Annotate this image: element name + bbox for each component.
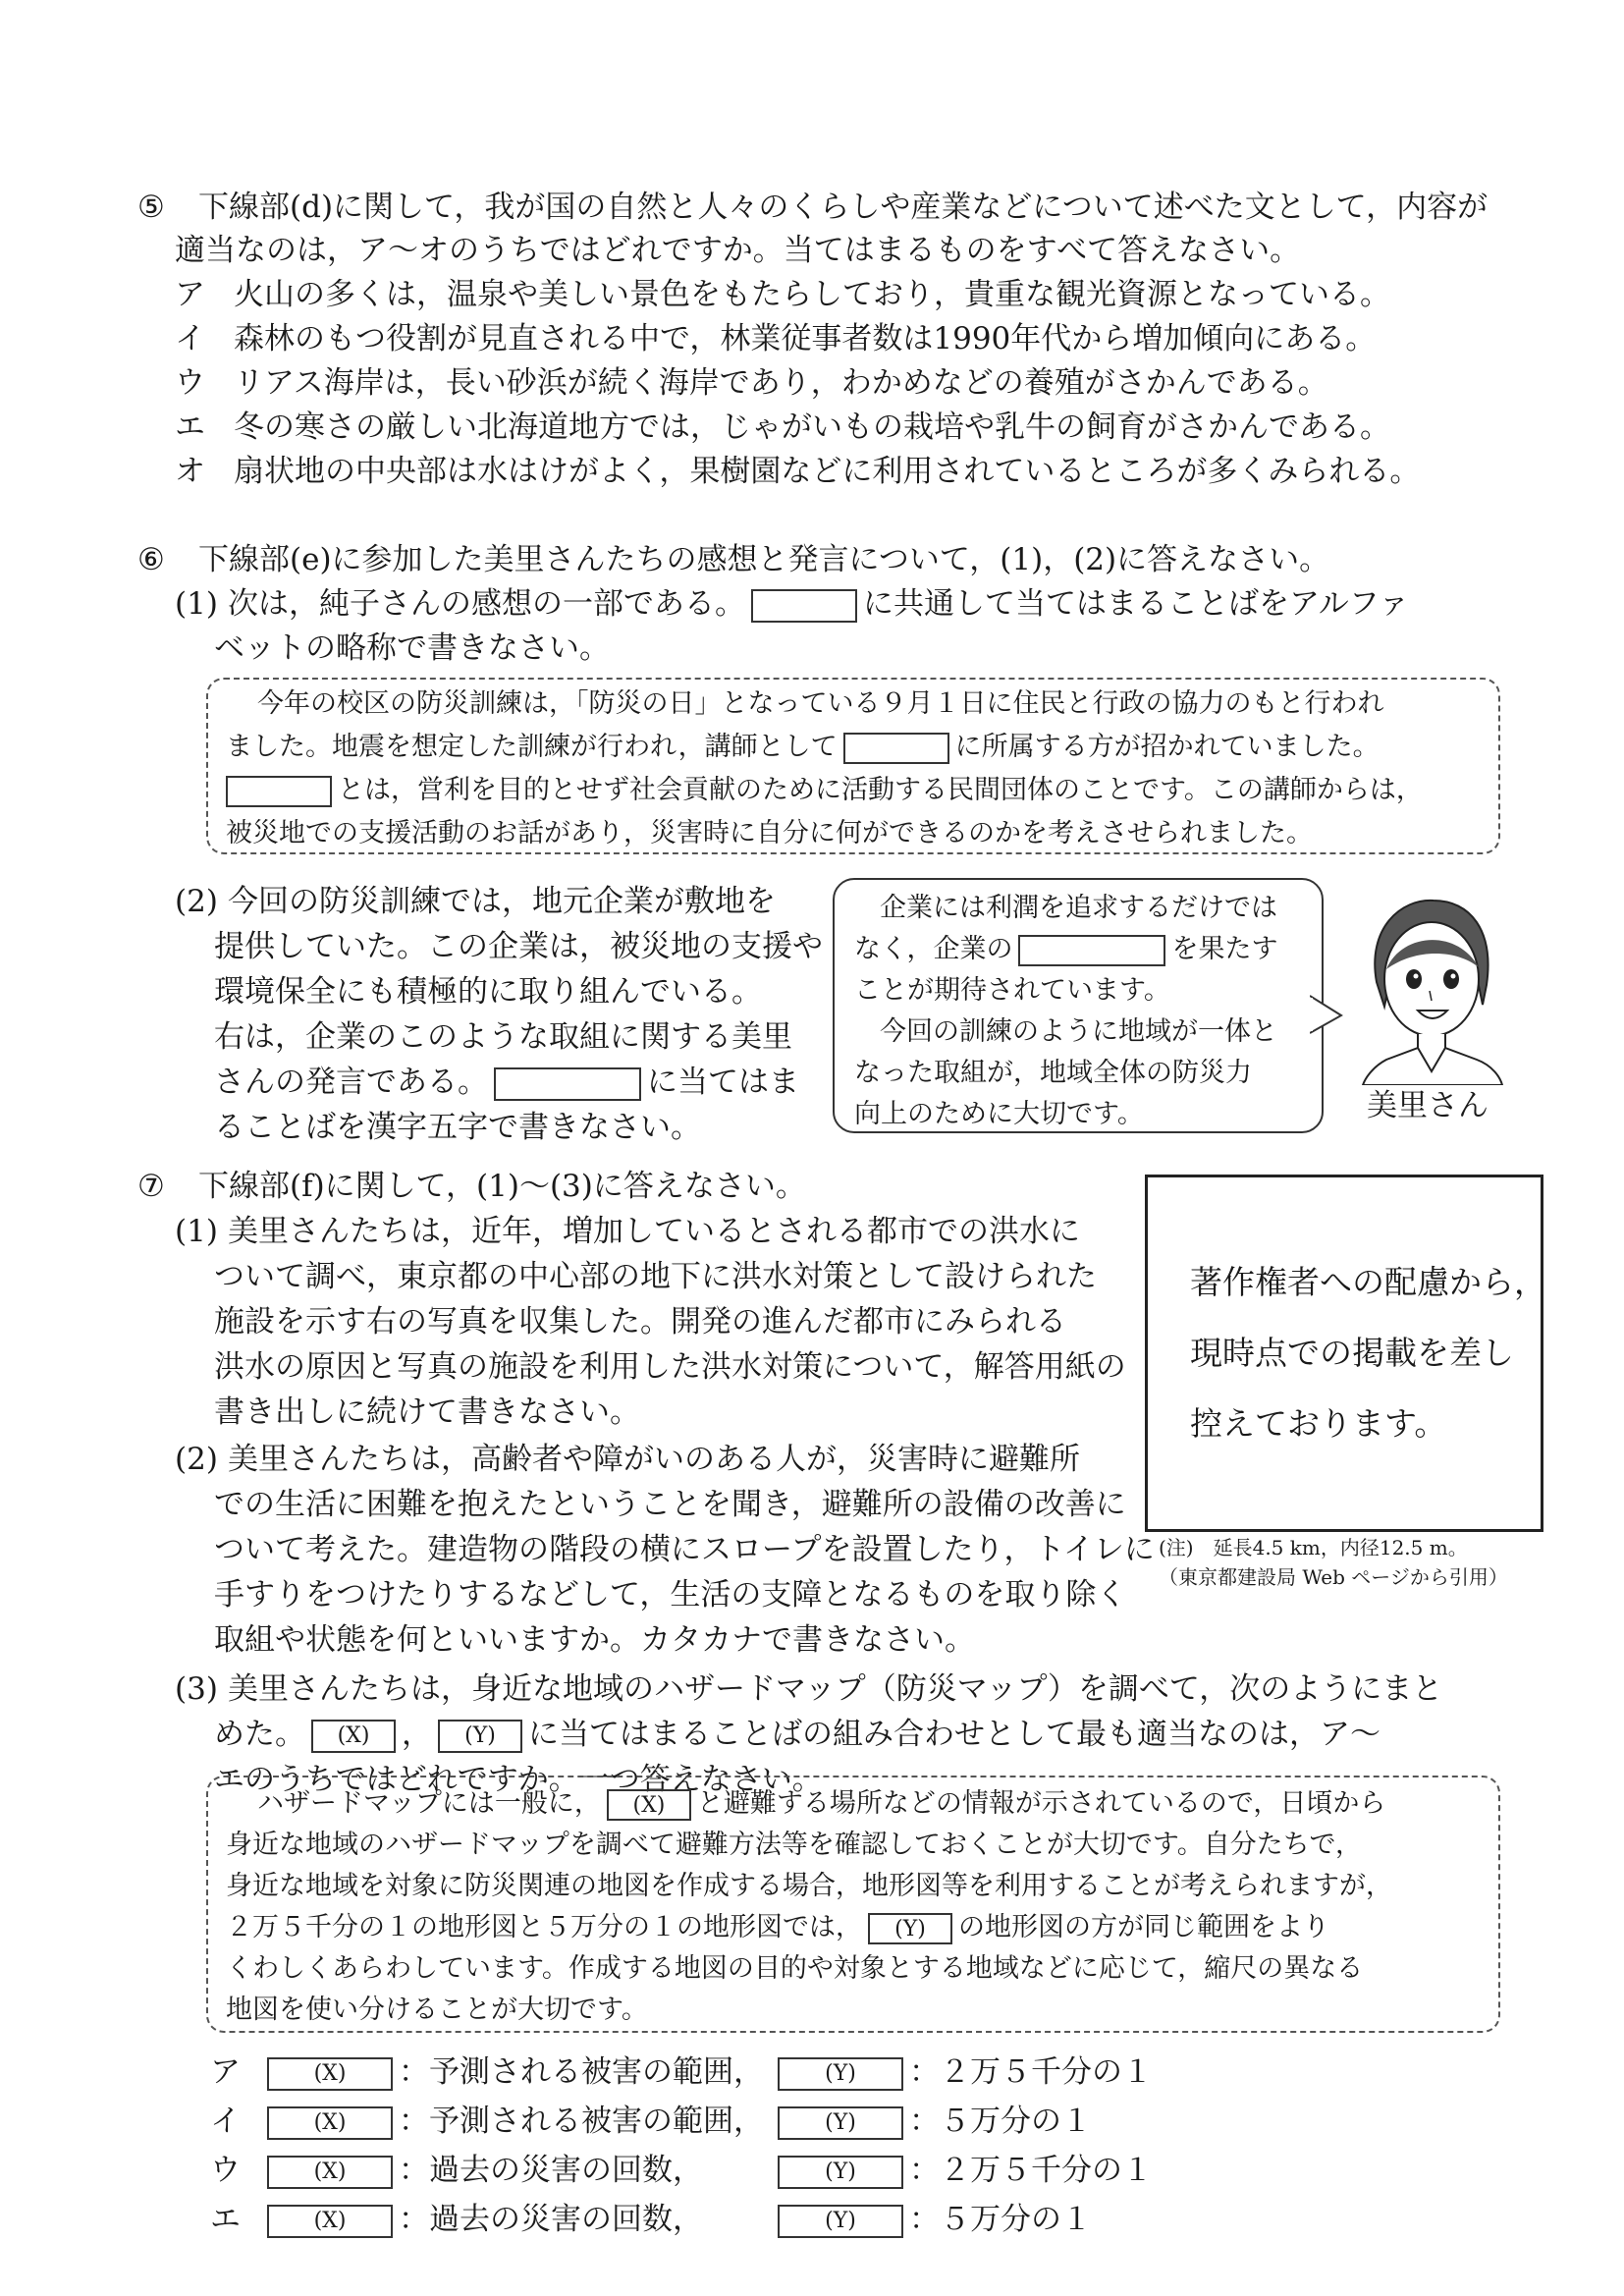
question-stem: 下線部(f)に関して，(1)～(3)に答えなさい。: [198, 1169, 806, 1204]
box-text: 地図を使い分けることが大切です。: [226, 1995, 648, 2025]
blank-y: (Y): [778, 2057, 903, 2091]
choice-label: ア: [210, 2054, 241, 2090]
box-text: とは，営利を目的とせず社会貢献のために活動する民間団体のことです。この講師からは，: [338, 775, 1423, 805]
speaker-label: 美里さん: [1367, 1088, 1489, 1123]
choice-label: エ: [210, 2202, 241, 2237]
sub-question-text: さんの発言である。: [214, 1065, 488, 1100]
blank-x: (X): [267, 2057, 393, 2091]
choice-x-value: ：過去の災害の回数，: [399, 2153, 703, 2188]
choice-e[interactable]: [210, 2198, 1092, 2241]
blank-y: (Y): [778, 2106, 903, 2140]
option-text: リアス海岸は，長い砂浜が続く海岸であり，わかめなどの養殖がさかんである。: [234, 365, 1328, 401]
answer-blank: [226, 776, 332, 807]
answer-blank: [494, 1067, 641, 1101]
blank-y: (Y): [778, 2156, 903, 2189]
answer-blank: [1018, 935, 1165, 966]
choice-x-value: ：過去の災害の回数，: [399, 2202, 703, 2237]
photo-notice: 現時点での掲載を差し: [1190, 1334, 1514, 1372]
choice-label: ウ: [210, 2153, 241, 2188]
blank-x: (X): [311, 1720, 396, 1753]
blank-y: (Y): [778, 2205, 903, 2238]
blank-y: (Y): [438, 1720, 522, 1753]
option-label: エ: [175, 410, 205, 445]
option-e[interactable]: [175, 406, 1390, 449]
sub-question-text: 今回の防災訓練では，地元企業が敷地を: [228, 884, 776, 919]
bubble-text: を果たす: [1171, 934, 1278, 964]
box-text: 身近な地域を対象に防災関連の地図を作成する場合，地形図等を利用することが考えられますが，: [226, 1871, 1392, 1901]
sub-question-text: 施設を示す右の写真を収集した。開発の進んだ都市にみられる: [214, 1304, 1066, 1339]
box-text: ハザードマップには一般に，: [257, 1788, 601, 1819]
question-number: ⑤: [137, 190, 165, 225]
sub-question-text: 次は，純子さんの感想の一部である。: [228, 586, 745, 622]
option-i[interactable]: [175, 317, 1376, 360]
box-text: 今年の校区の防災訓練は，「防災の日」となっている９月１日に住民と行政の協力のもと行われ: [257, 688, 1384, 719]
box-text: ました。地震を想定した訓練が行われ，講師として: [226, 732, 838, 762]
choice-x-value: ：予測される被害の範囲，: [399, 2054, 764, 2090]
option-label: ア: [175, 277, 205, 312]
sub-question-text: 取組や状態を何といいますか。カタカナで書きなさい。: [214, 1622, 975, 1658]
sub-question-text: 美里さんたちは，高齢者や障がいのある人が，災害時に避難所: [228, 1442, 1080, 1477]
choice-x-value: ：予測される被害の範囲，: [399, 2104, 764, 2139]
option-a[interactable]: [175, 273, 1390, 316]
answer-blank: [843, 733, 949, 764]
sub-question-text: 環境保全にも積極的に取り組んでいる。: [214, 974, 762, 1010]
blank-x: (X): [607, 1789, 691, 1821]
blank-x: (X): [267, 2205, 393, 2238]
sub-question-label: (2): [175, 1442, 218, 1477]
sub-question-label: (1): [175, 586, 218, 622]
photo-notice: 控えております。: [1190, 1404, 1447, 1443]
answer-blank: [751, 589, 857, 623]
bubble-text: ことが期待されています。: [854, 975, 1170, 1006]
box-text: くわしくあらわしています。作成する地図の目的や対象とする地域などに応じて，縮尺の異なる: [226, 1953, 1364, 1984]
sub-question-text: に当てはまることばの組み合わせとして最も適当なのは，ア～: [528, 1717, 1380, 1752]
option-label: オ: [175, 454, 205, 489]
option-u[interactable]: [175, 361, 1328, 405]
box-text: ２万５千分の１の地形図と５万分の１の地形図では，: [226, 1912, 862, 1942]
box-text: に所属する方が招かれていました。: [954, 732, 1380, 762]
option-label: ウ: [175, 365, 205, 401]
choice-y-value: ：２万５千分の１: [909, 2054, 1153, 2090]
sub-question-text: ついて考えた。建造物の階段の横にスロープを設置したり，トイレに: [214, 1532, 1155, 1567]
option-text: 火山の多くは，温泉や美しい景色をもたらしており，貴重な観光資源となっている。: [234, 277, 1390, 312]
sub-question-text: での生活に困難を抱えたということを聞き，避難所の設備の改善に: [214, 1487, 1126, 1522]
sub-question-text: 手すりをつけたりするなどして，生活の支障となるものを取り除く: [214, 1577, 1127, 1613]
choice-u[interactable]: [210, 2149, 1153, 2192]
sub-question-text: 書き出しに続けて書きなさい。: [214, 1394, 640, 1430]
question-stem: 下線部(e)に参加した美里さんたちの感想と発言について，(1)，(2)に答えなさい。: [198, 542, 1330, 577]
sub-question-label: (3): [175, 1671, 218, 1707]
photo-note: (注) 延長4.5 km，内径12.5 m。: [1159, 1536, 1468, 1559]
blank-x: (X): [267, 2106, 393, 2140]
option-o[interactable]: [175, 450, 1420, 493]
box-text: 身近な地域のハザードマップを調べて避難方法等を確認しておくことが大切です。自分たちで，: [226, 1830, 1362, 1860]
sub-question-text: ることばを漢字五字で書きなさい。: [214, 1110, 701, 1145]
box-text: と避難する場所などの情報が示されているので，日頃から: [696, 1788, 1386, 1819]
sub-question-text: に共通して当てはまることばをアルファ: [863, 586, 1410, 622]
bubble-text: 今回の訓練のように地域が一体と: [880, 1016, 1277, 1047]
sub-question-text: 提供していた。この企業は，被災地の支援や: [214, 929, 823, 964]
choice-a[interactable]: [210, 2050, 1153, 2094]
sub-question-text: に当てはま: [647, 1065, 799, 1100]
choice-y-value: ：５万分の１: [909, 2202, 1092, 2237]
question-number: ⑦: [137, 1169, 165, 1204]
option-text: 冬の寒さの厳しい北海道地方では，じゃがいもの栽培や乳牛の飼育がさかんである。: [234, 410, 1390, 445]
sub-question-label: (2): [175, 884, 218, 919]
option-label: イ: [175, 321, 205, 356]
blank-y: (Y): [868, 1913, 952, 1944]
sub-question-text: 洪水の原因と写真の施設を利用した洪水対策について，解答用紙の: [214, 1349, 1126, 1385]
sub-question-text: ，: [402, 1717, 432, 1752]
option-text: 扇状地の中央部は水はけがよく，果樹園などに利用されているところが多くみられる。: [234, 454, 1421, 489]
sub-question-label: (1): [175, 1214, 218, 1249]
photo-notice: 著作権者への配慮から，: [1190, 1263, 1546, 1301]
bubble-text: なった取組が，地域全体の防災力: [854, 1058, 1252, 1088]
bubble-text: 企業には利潤を追求するだけでは: [880, 893, 1277, 923]
box-text: 被災地での支援活動のお話があり，災害時に自分に何ができるのかを考えさせられました。: [226, 818, 1313, 848]
misato-illustration: [1347, 889, 1514, 1085]
photo-source: （東京都建設局 Web ページから引用）: [1159, 1565, 1508, 1589]
question-stem: 適当なのは，ア～オのうちではどれですか。当てはまるものをすべて答えなさい。: [175, 233, 1301, 268]
choice-y-value: ：５万分の１: [909, 2104, 1092, 2139]
sub-question-text: ベットの略称で書きなさい。: [214, 630, 610, 666]
option-text: 森林のもつ役割が見直される中で，林業従事者数は1990年代から増加傾向にある。: [234, 321, 1377, 356]
sub-question-text: エのうちではどれですか。一つ答えなさい。: [214, 1762, 823, 1797]
choice-y-value: ：２万５千分の１: [909, 2153, 1153, 2188]
bubble-text: なく，企業の: [854, 934, 1013, 964]
question-stem: 下線部(d)に関して，我が国の自然と人々のくらしや産業などについて述べた文として，内容が: [198, 190, 1489, 225]
sub-question-text: 右は，企業のこのような取組に関する美里: [214, 1019, 792, 1055]
sub-question-text: ついて調べ，東京都の中心部の地下に洪水対策として設けられた: [214, 1259, 1097, 1294]
sub-question-text: めた。: [214, 1717, 305, 1752]
speech-bubble-tail: [1310, 992, 1343, 1037]
question-number: ⑥: [137, 542, 165, 577]
sub-question-text: 美里さんたちは，身近な地域のハザードマップ（防災マップ）を調べて，次のようにまと: [228, 1671, 1443, 1707]
box-text: の地形図の方が同じ範囲をより: [958, 1912, 1329, 1942]
blank-x: (X): [267, 2156, 393, 2189]
sub-question-text: 美里さんたちは，近年，増加しているとされる都市での洪水に: [228, 1214, 1080, 1249]
choice-i[interactable]: [210, 2100, 1092, 2143]
choice-label: イ: [210, 2104, 241, 2139]
bubble-text: 向上のために大切です。: [854, 1099, 1144, 1129]
